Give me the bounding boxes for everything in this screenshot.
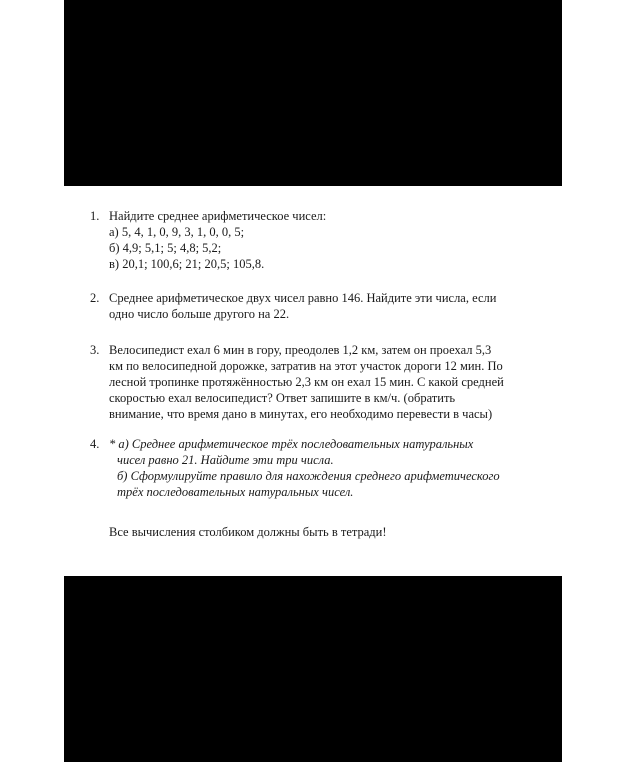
task-number: 2. [90,291,100,305]
task-number: 4. [90,437,100,451]
task-line: лесной тропинке протяжённостью 2,3 км он ехал 15 мин. С какой средней [109,375,504,389]
task-line: * а) Среднее арифметическое трёх последовательных натуральных [109,437,474,451]
task-text [109,208,554,272]
worksheet [64,186,562,576]
task-text [109,342,554,422]
homework-note: Все вычисления столбиком должны быть в тетради! [109,525,387,539]
task-line: а) 5, 4, 1, 0, 9, 3, 1, 0, 0, 5; [109,225,245,239]
task-number: 3. [90,343,100,357]
task-line: Велосипедист ехал 6 мин в гору, преодолев 1,2 км, затем он проехал 5,3 [109,343,492,357]
task-line: чисел равно 21. Найдите эти три числа. [117,453,334,467]
task-line: одно число больше другого на 22. [109,307,290,321]
task-line: км по велосипедной дорожке, затратив на этот участок дороги 12 мин. По [109,359,503,373]
task-number: 1. [90,209,100,223]
task-line: Среднее арифметическое двух чисел равно 146. Найдите эти числа, если [109,291,497,305]
task-line: в) 20,1; 100,6; 21; 20,5; 105,8. [109,257,265,271]
task-line: б) 4,9; 5,1; 5; 4,8; 5,2; [109,241,222,255]
task-line: б) Сформулируйте правило для нахождения среднего арифметического [117,469,500,483]
task-text [109,436,554,500]
task-line: скоростью ехал велосипедист? Ответ запишите в км/ч. (обратить [109,391,456,405]
task-line: трёх последовательных натуральных чисел. [117,485,354,499]
task-text [109,290,554,322]
task-line: внимание, что время дано в минутах, его необходимо перевести в часы) [109,407,493,421]
task-line: Найдите среднее арифметическое чисел: [109,209,327,223]
